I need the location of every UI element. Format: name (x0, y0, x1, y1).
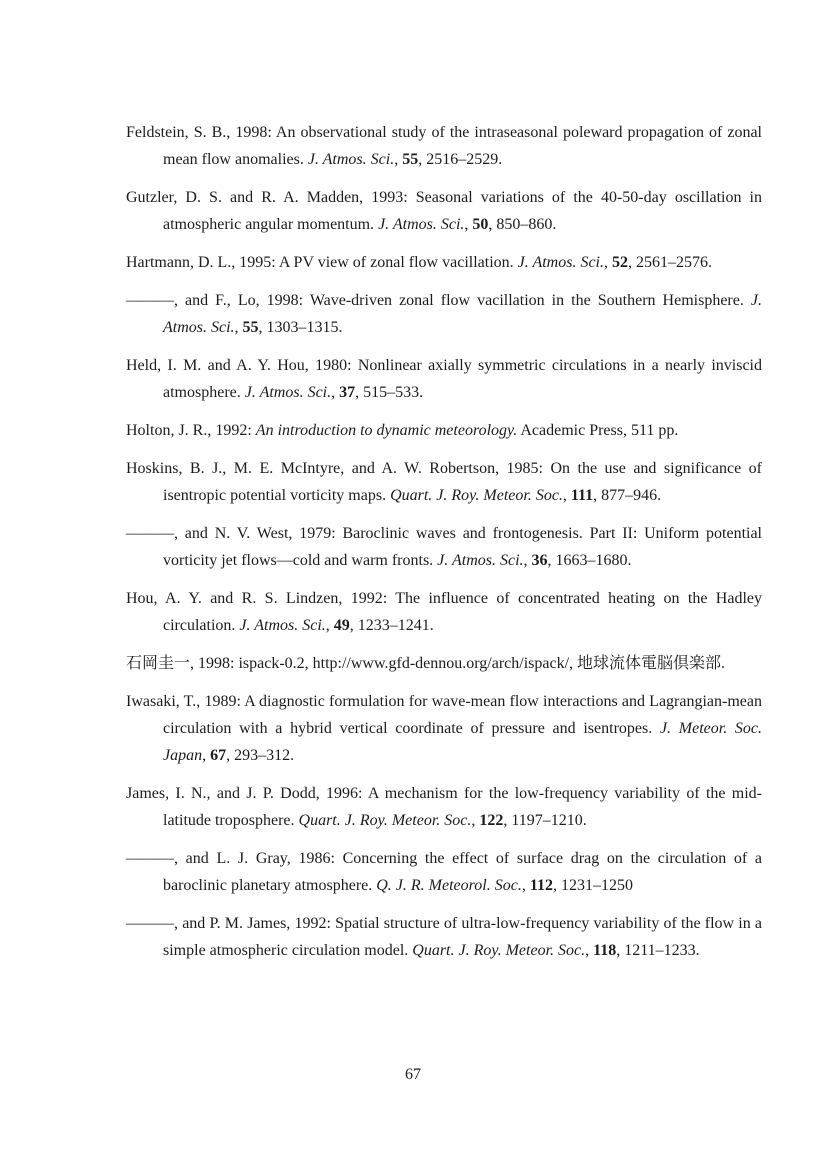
reference-text-segment: Hartmann, D. L., 1995: A PV view of zonal flow vacillation. (126, 254, 518, 271)
reference-text-segment: , 1231–1250 (552, 877, 633, 894)
references-list (126, 119, 762, 975)
reference-text-segment: Academic Press, 511 pp. (517, 422, 679, 439)
reference-text-segment: 石岡圭一, 1998: ispack-0.2, http://www.gfd-dennou.org/arch/ispack/, 地球流体電脳倶楽部. (126, 655, 726, 672)
reference-text-segment: J. Atmos. Sci. (163, 292, 762, 336)
reference-text-segment: , 1233–1241. (349, 617, 434, 634)
reference-text-segment: Iwasaki, T., 1989: A diagnostic formulation for wave-mean flow interactions and Lagrangian-mean circulation with a hybrid vertical coordinate of pressure and isentropes. (126, 693, 762, 737)
reference-entry (126, 184, 762, 238)
reference-text-segment: , 1197–1210. (503, 812, 587, 829)
reference-text-segment: , (585, 942, 594, 959)
reference-text-segment: Holton, J. R., 1992: (126, 422, 256, 439)
reference-entry (126, 780, 762, 834)
reference-text-segment: 52 (612, 254, 628, 271)
reference-text-segment: 50 (472, 216, 489, 233)
reference-entry (126, 520, 762, 574)
reference-text-segment: , (202, 747, 211, 764)
reference-entry (126, 249, 762, 276)
reference-text-segment: Hoskins, B. J., M. E. McIntyre, and A. W. Robertson, 1985: On the use and significance of isentropic potential vorticity maps. (126, 460, 762, 504)
reference-text-segment: J. Meteor. Soc. Japan (163, 720, 763, 764)
reference-text-segment: J. Atmos. Sci. (437, 552, 524, 569)
reference-text-segment: , 850–860. (488, 216, 557, 233)
reference-text-segment: , (394, 151, 403, 168)
reference-text-segment: Gutzler, D. S. and R. A. Madden, 1993: Seasonal variations of the 40-50-day oscillation in atmospheric angular momentum. (126, 189, 762, 233)
reference-text-segment: , (521, 877, 530, 894)
reference-text-segment: , 1663–1680. (547, 552, 632, 569)
reference-text-segment: , (325, 617, 334, 634)
reference-text-segment: Feldstein, S. B., 1998: An observational study of the intraseasonal poleward propagation of zonal mean flow anomalies. (126, 124, 762, 168)
reference-text-segment: ———, and N. V. West, 1979: Baroclinic waves and frontogenesis. Part II: Uniform potential vorticity jet flows—cold and warm fronts. (126, 525, 762, 569)
reference-text-segment: , (464, 216, 473, 233)
reference-text-segment: ———, and P. M. James, 1992: Spatial structure of ultra-low-frequency variability of the flow in a simple atmospheric circulation model. (126, 915, 762, 959)
reference-text-segment: Quart. J. Roy. Meteor. Soc. (298, 812, 472, 829)
reference-entry (126, 119, 762, 173)
reference-text-segment: , 877–946. (593, 487, 662, 504)
reference-text-segment: Q. J. R. Meteorol. Soc. (376, 877, 522, 894)
reference-text-segment: , 2561–2576. (628, 254, 712, 271)
reference-entry (126, 688, 762, 769)
page-number: 67 (405, 1066, 421, 1083)
reference-text-segment: 55 (242, 319, 259, 336)
reference-text-segment: , (471, 812, 480, 829)
reference-text-segment: James, I. N., and J. P. Dodd, 1996: A mechanism for the low-frequency variability of the mid-latitude troposphere. (126, 785, 762, 829)
reference-text-segment: 49 (333, 617, 350, 634)
reference-text-segment: Quart. J. Roy. Meteor. Soc. (390, 487, 563, 504)
reference-entry (126, 455, 762, 509)
reference-text-segment: Hou, A. Y. and R. S. Lindzen, 1992: The influence of concentrated heating on the Hadley circulation. (126, 590, 762, 634)
reference-text-segment: ———, and F., Lo, 1998: Wave-driven zonal flow vacillation in the Southern Hemisphere. (126, 292, 751, 309)
reference-text-segment: , 293–312. (226, 747, 295, 764)
reference-text-segment: , (562, 487, 571, 504)
reference-text-segment: , 515–533. (355, 384, 424, 401)
reference-text-segment: , 1211–1233. (616, 942, 700, 959)
reference-text-segment: 122 (479, 812, 504, 829)
reference-text-segment: J. Atmos. Sci. (239, 617, 326, 634)
reference-entry (126, 287, 762, 341)
reference-text-segment: , 1303–1315. (258, 319, 343, 336)
reference-text-segment: 67 (210, 747, 227, 764)
reference-text-segment: J. Atmos. Sci. (307, 151, 395, 168)
reference-text-segment: , (523, 552, 532, 569)
reference-text-segment: J. Atmos. Sci. (378, 216, 465, 233)
reference-entry (126, 585, 762, 639)
reference-text-segment: ———, and L. J. Gray, 1986: Concerning the effect of surface drag on the circulation of a baroclinic planetary atmosphere. (126, 850, 762, 894)
reference-entry (126, 417, 762, 444)
reference-text-segment: 111 (570, 487, 594, 504)
reference-text-segment: , (234, 319, 243, 336)
reference-text-segment: , (604, 254, 612, 271)
reference-text-segment: , (331, 384, 340, 401)
reference-text-segment: Quart. J. Roy. Meteor. Soc. (412, 942, 586, 959)
reference-text-segment: 37 (339, 384, 356, 401)
reference-text-segment: J. Atmos. Sci. (244, 384, 332, 401)
reference-text-segment: , 2516–2529. (418, 151, 503, 168)
reference-text-segment: 112 (529, 877, 553, 894)
reference-entry (126, 352, 762, 406)
reference-entry (126, 845, 762, 899)
reference-text-segment: An introduction to dynamic meteorology. (255, 422, 518, 439)
reference-text-segment: 36 (531, 552, 548, 569)
reference-text-segment: 55 (402, 151, 419, 168)
reference-text-segment: Held, I. M. and A. Y. Hou, 1980: Nonlinear axially symmetric circulations in a nearly inviscid atmosphere. (126, 357, 762, 401)
reference-entry (126, 910, 762, 964)
reference-text-segment: 118 (593, 942, 617, 959)
reference-entry (126, 650, 762, 677)
reference-text-segment: J. Atmos. Sci. (517, 254, 604, 271)
